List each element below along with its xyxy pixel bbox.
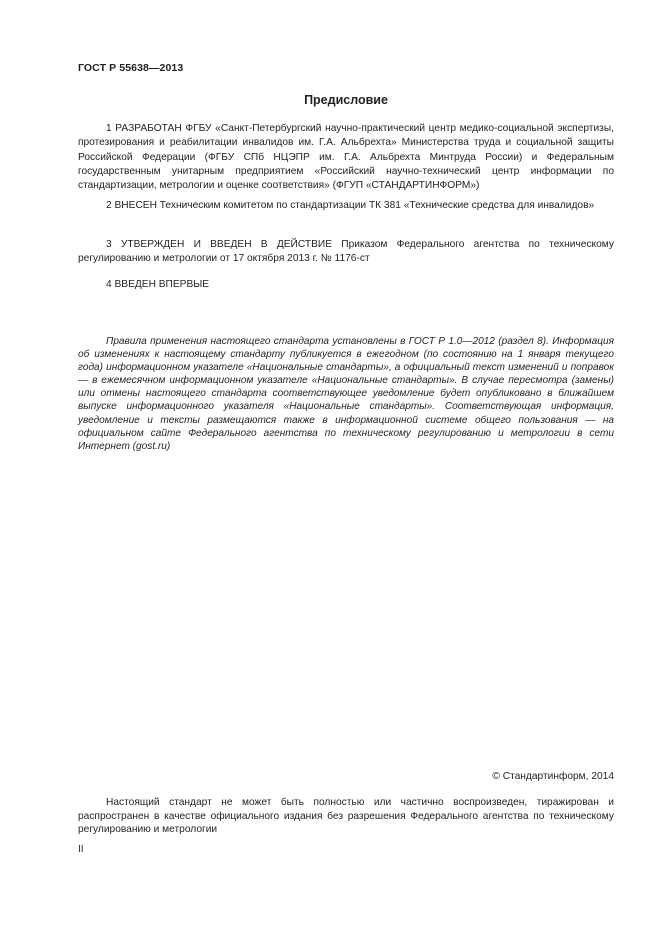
foreword-item-developed: 1 РАЗРАБОТАН ФГБУ «Санкт-Петербургский научно-практический центр медико-социальной экспертизы, протезирования и реабилитации инвалидов им. Г.А. Альбрехта» Министерства труда и социальной защиты Российской Федерации (ФГБУ СПб НЦЭПР им. Г.А. Альбрехта Минтруда России) и Федеральным государственным унитарным предприятием «Российский научно-технический центр информации по стандартизации, метрологии и оценке соответствия» (ФГУП «СТАНДАРТИНФОРМ»)	[78, 123, 614, 192]
foreword-item-first-introduced: 4 ВВЕДЕН ВПЕРВЫЕ	[106, 279, 210, 290]
page-title: Предисловие	[304, 93, 388, 107]
foreword-item-approved: 3 УТВЕРЖДЕН И ВВЕДЕН В ДЕЙСТВИЕ Приказом Федерального агентства по техническому регулированию и метрологии от 17 октября 2013 г. № 1176-ст	[78, 239, 614, 265]
copyright-line: © Стандартинформ, 2014	[492, 771, 614, 782]
standard-code: ГОСТ Р 55638—2013	[78, 62, 184, 74]
foreword-item-submitted: 2 ВНЕСЕН Техническим комитетом по стандартизации ТК 381 «Технические средства для инвалидов»	[106, 200, 595, 211]
page-number: II	[78, 844, 84, 855]
application-rules-notice: Правила применения настоящего стандарта установлены в ГОСТ Р 1.0—2012 (раздел 8). Информация об изменениях к настоящему стандарту публикуется в ежегодном (по состоянию на 1 января текущего года) информационном указателе «Национальные стандарты», а официальный текст изменений и поправок — в ежемесячном информационном указателе «Национальные стандарты». В случае пересмотра (замены) или отмены настоящего стандарта соответствующее уведомление будет опубликовано в ближайшем выпуске информационного указателя «Национальные стандарты». Соответствующая информация, уведомление и тексты размещаются также в информационной системе общего пользования — на официальном сайте Федерального агентства по техническому регулированию и метрологии в сети Интернет (gost.ru)	[78, 336, 614, 452]
reproduction-notice: Настоящий стандарт не может быть полностью или частично воспроизведен, тиражирован и распространен в качестве официального издания без разрешения Федерального агентства по техническому регулированию и метрологии	[78, 797, 614, 836]
